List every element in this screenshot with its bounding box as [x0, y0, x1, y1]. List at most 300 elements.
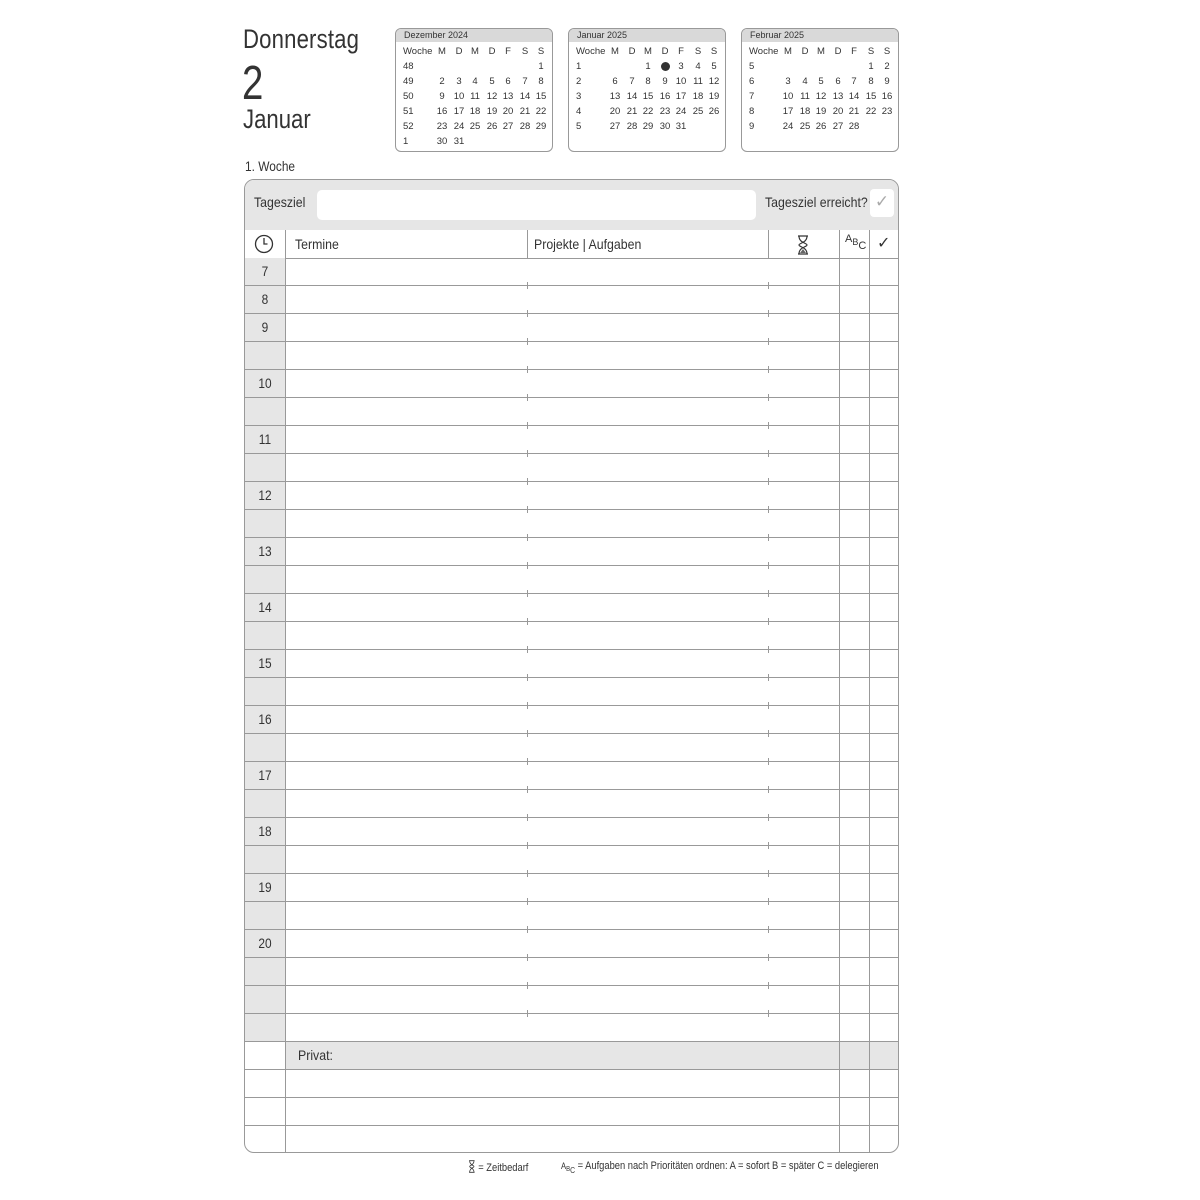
mini-calendar-day: 20: [832, 106, 844, 117]
mini-calendar-col-head: M: [438, 46, 446, 57]
time-row[interactable]: [245, 538, 898, 566]
prio-b: B: [566, 1166, 571, 1173]
column-tick: [768, 450, 769, 457]
mini-calendar-week-row: [396, 59, 552, 74]
mini-calendar-day: 24: [782, 121, 794, 132]
hourglass-legend-icon: [468, 1160, 476, 1173]
goal-input[interactable]: [317, 190, 756, 220]
mini-calendar-day: 13: [609, 91, 621, 102]
time-row[interactable]: [245, 1014, 898, 1042]
mini-calendar-week-num: 51: [403, 106, 414, 117]
mini-calendar-col-head: M: [471, 46, 479, 57]
legend-priority: [561, 1160, 879, 1175]
column-tick: [768, 338, 769, 345]
time-row[interactable]: [245, 734, 898, 762]
month-name: Januar: [243, 104, 311, 134]
column-tick: [768, 618, 769, 625]
hour-label: 13: [258, 543, 272, 559]
mini-calendar-week-row: [742, 104, 898, 119]
clock-icon: [253, 233, 275, 260]
mini-calendar-col-head: S: [883, 46, 891, 57]
mini-calendar-col-head: M: [784, 46, 792, 57]
time-cell: [245, 734, 285, 761]
mini-calendar-week-row: [396, 74, 552, 89]
mini-calendar-col-head: D: [801, 46, 809, 57]
column-tick: [527, 982, 528, 989]
mini-calendar-col-head: Woche: [403, 46, 433, 57]
mini-calendar-week-row: [569, 89, 725, 104]
mini-calendar-week-num: 8: [749, 106, 755, 117]
weekday: Donnerstag: [243, 24, 360, 54]
time-row[interactable]: [245, 258, 898, 286]
mini-calendar-week-row: [742, 89, 898, 104]
time-row[interactable]: [245, 958, 898, 986]
mini-calendar-day: 2: [884, 61, 890, 72]
column-tick: [527, 366, 528, 373]
hour-label: 15: [258, 655, 272, 671]
divider-time: [285, 230, 286, 1152]
column-tick: [768, 870, 769, 877]
mini-calendar-2: [741, 28, 899, 152]
column-tick: [527, 702, 528, 709]
mini-calendar-week-num: 52: [403, 121, 414, 132]
mini-calendar-day: 15: [642, 91, 654, 102]
column-tick: [527, 562, 528, 569]
mini-calendar-day: 2: [439, 76, 445, 87]
mini-calendar-col-head: S: [694, 46, 702, 57]
mini-calendar-week-num: 6: [749, 76, 755, 87]
goal-label: Tagesziel: [254, 194, 306, 210]
mini-calendar-col-head: M: [611, 46, 619, 57]
mini-calendar-week-row: [569, 59, 725, 74]
mini-calendar-week-num: 9: [749, 121, 755, 132]
time-cell: [245, 678, 285, 705]
column-tick: [768, 982, 769, 989]
column-tick: [527, 758, 528, 765]
time-cell: [245, 958, 285, 985]
column-tick: [768, 590, 769, 597]
mini-calendar-day: 14: [626, 91, 638, 102]
time-cell: [245, 454, 285, 481]
column-tick: [768, 534, 769, 541]
mini-calendar-day: 22: [642, 106, 654, 117]
mini-calendar-week-num: 5: [749, 61, 755, 72]
column-tick: [768, 758, 769, 765]
mini-calendar-day: 3: [678, 61, 684, 72]
column-tick: [527, 590, 528, 597]
mini-calendar-col-head: M: [644, 46, 652, 57]
column-tick: [768, 926, 769, 933]
legend-time-text: = Zeitbedarf: [478, 1162, 529, 1174]
column-tick: [768, 898, 769, 905]
column-tick: [768, 422, 769, 429]
column-tick: [527, 898, 528, 905]
column-tick: [527, 338, 528, 345]
privat-row[interactable]: [245, 1098, 898, 1126]
mini-calendar-day: 11: [800, 91, 810, 102]
time-row[interactable]: [245, 482, 898, 510]
column-tick: [768, 646, 769, 653]
mini-calendar-day: 27: [502, 121, 514, 132]
time-row[interactable]: [245, 342, 898, 370]
column-tick: [527, 870, 528, 877]
mini-calendar-day: 7: [851, 76, 857, 87]
mini-calendar-day: 28: [626, 121, 638, 132]
time-row[interactable]: [245, 286, 898, 314]
mini-calendar-0: [395, 28, 553, 152]
column-tick: [768, 366, 769, 373]
mini-calendar-day: 30: [436, 136, 448, 147]
goal-reached-checkbox[interactable]: ✓: [870, 189, 894, 217]
hour-label: 19: [258, 879, 272, 895]
time-row[interactable]: [245, 314, 898, 342]
priority-icon: $A_BC$: [845, 233, 867, 252]
column-tick: [768, 786, 769, 793]
mini-calendar-title: Dezember 2024: [396, 29, 552, 42]
divider-termine: [527, 230, 528, 258]
mini-calendar-day: 9: [662, 76, 668, 87]
mini-calendar-day: 22: [865, 106, 877, 117]
mini-calendar-day: 21: [519, 106, 531, 117]
mini-calendar-day: 23: [436, 121, 448, 132]
mini-calendar-title: Februar 2025: [742, 29, 898, 42]
column-tick: [527, 814, 528, 821]
prio-a: A: [561, 1161, 567, 1171]
time-cell: [245, 902, 285, 929]
mini-calendar-day: 5: [711, 61, 717, 72]
mini-calendar-day: 27: [832, 121, 844, 132]
legend-time: [468, 1160, 528, 1174]
hour-label: 17: [258, 767, 272, 783]
privat-time-cell: [245, 1042, 285, 1069]
time-cell: [245, 510, 285, 537]
mini-calendar-day: 3: [785, 76, 791, 87]
mini-calendar-week-row: [569, 119, 725, 134]
mini-calendar-week-num: 50: [403, 91, 414, 102]
mini-calendar-week-num: 2: [576, 76, 582, 87]
mini-calendar-day: 14: [519, 91, 531, 102]
mini-calendar-day: 16: [436, 106, 448, 117]
mini-calendar-day: 12: [815, 91, 827, 102]
column-tick: [527, 646, 528, 653]
day-number: 2: [242, 57, 264, 110]
hour-label: 12: [258, 487, 272, 503]
time-row[interactable]: [245, 930, 898, 958]
mini-calendar-day: 17: [782, 106, 794, 117]
mini-calendar-week-row: [569, 104, 725, 119]
column-tick: [768, 394, 769, 401]
mini-calendar-day: 12: [486, 91, 498, 102]
time-row[interactable]: [245, 846, 898, 874]
mini-calendar-day: 18: [692, 91, 704, 102]
mini-calendar-day: 16: [881, 91, 893, 102]
hourglass-icon: [796, 235, 810, 260]
time-cell: [245, 342, 285, 369]
column-tick: [768, 310, 769, 317]
mini-calendar-day: 4: [472, 76, 478, 87]
time-row[interactable]: [245, 510, 898, 538]
mini-calendar-day: 8: [538, 76, 544, 87]
hour-label: 20: [258, 935, 272, 951]
privat-header: [245, 1042, 898, 1070]
mini-calendar-header-row: [742, 44, 898, 59]
mini-calendar-day: 11: [470, 91, 480, 102]
mini-calendar-week-row: [396, 89, 552, 104]
goal-bar: [245, 180, 898, 230]
column-tick: [527, 450, 528, 457]
mini-calendar-day: 19: [708, 91, 720, 102]
mini-calendar-day: 17: [675, 91, 687, 102]
mini-calendar-week-row: [742, 74, 898, 89]
mini-calendar-week-row: [742, 59, 898, 74]
mini-calendar-day: 12: [708, 76, 720, 87]
mini-calendar-week-row: [396, 119, 552, 134]
column-tick: [768, 562, 769, 569]
time-row[interactable]: [245, 986, 898, 1014]
mini-calendar-col-head: S: [867, 46, 875, 57]
mini-calendar-day: 26: [486, 121, 498, 132]
mini-calendar-week-num: 1: [403, 136, 409, 147]
column-tick: [768, 506, 769, 513]
mini-calendar-day: 21: [848, 106, 860, 117]
mini-calendar-week-num: 48: [403, 61, 414, 72]
mini-calendar-col-head: Woche: [576, 46, 606, 57]
mini-calendar-day: 4: [802, 76, 808, 87]
day-planner: [244, 179, 899, 1153]
column-tick: [768, 702, 769, 709]
column-tick: [527, 674, 528, 681]
column-tick: [527, 422, 528, 429]
column-tick: [527, 730, 528, 737]
mini-calendar-day: 7: [629, 76, 635, 87]
privat-row[interactable]: [245, 1070, 898, 1098]
time-row[interactable]: [245, 650, 898, 678]
mini-calendar-day: 17: [453, 106, 465, 117]
column-tick: [527, 954, 528, 961]
privat-row[interactable]: [245, 1126, 898, 1153]
mini-calendar-day: 27: [609, 121, 621, 132]
mini-calendar-title: Januar 2025: [569, 29, 725, 42]
mini-calendar-col-head: F: [505, 46, 511, 57]
time-cell: [245, 846, 285, 873]
column-tick: [527, 842, 528, 849]
mini-calendar-day: 29: [535, 121, 547, 132]
column-tick: [527, 310, 528, 317]
mini-calendar-1: [568, 28, 726, 152]
hour-label: 11: [258, 431, 272, 447]
done-icon: ✓: [877, 235, 891, 252]
mini-calendar-day: 1: [868, 61, 874, 72]
time-row[interactable]: [245, 790, 898, 818]
time-cell: [245, 986, 285, 1013]
time-row[interactable]: [245, 762, 898, 790]
time-row[interactable]: [245, 706, 898, 734]
mini-calendar-day: 22: [535, 106, 547, 117]
column-tick: [527, 282, 528, 289]
mini-calendar-day: 7: [522, 76, 528, 87]
column-tick: [768, 842, 769, 849]
time-row[interactable]: [245, 594, 898, 622]
mini-calendar-day: 9: [439, 91, 445, 102]
mini-calendar-day: 19: [815, 106, 827, 117]
mini-calendar-day: 15: [865, 91, 877, 102]
time-cell: [245, 398, 285, 425]
time-row[interactable]: [245, 678, 898, 706]
mini-calendar-day: 1: [538, 61, 544, 72]
today-marker: [657, 59, 673, 74]
mini-calendar-day: 15: [535, 91, 547, 102]
mini-calendar-day: 25: [469, 121, 481, 132]
privat-label: Privat:: [298, 1047, 333, 1063]
mini-calendar-col-head: S: [710, 46, 718, 57]
divider-projekte: [768, 230, 769, 258]
column-tick: [527, 618, 528, 625]
column-tick: [768, 730, 769, 737]
mini-calendar-day: 30: [659, 121, 671, 132]
mini-calendar-day: 5: [818, 76, 824, 87]
mini-calendar-day: 16: [659, 91, 671, 102]
time-cell: [245, 566, 285, 593]
mini-calendar-week-row: [569, 74, 725, 89]
today-dot-icon: [661, 62, 670, 71]
prio-c: C: [570, 1166, 575, 1175]
mini-calendar-col-head: D: [488, 46, 496, 57]
column-tick: [768, 954, 769, 961]
mini-calendar-day: 6: [835, 76, 841, 87]
mini-calendar-col-head: D: [628, 46, 636, 57]
mini-calendar-day: 5: [489, 76, 495, 87]
time-row[interactable]: [245, 622, 898, 650]
column-tick: [768, 674, 769, 681]
mini-calendar-day: 10: [453, 91, 465, 102]
mini-calendar-day: 4: [695, 61, 701, 72]
mini-calendar-day: 14: [848, 91, 860, 102]
mini-calendar-day: 31: [453, 136, 465, 147]
mini-calendar-col-head: D: [455, 46, 463, 57]
mini-calendar-col-head: F: [851, 46, 857, 57]
mini-calendar-day: 3: [456, 76, 462, 87]
mini-calendar-week-num: 7: [749, 91, 755, 102]
hour-label: 9: [261, 319, 269, 335]
mini-calendar-week-num: 3: [576, 91, 582, 102]
mini-calendar-day: 20: [609, 106, 621, 117]
mini-calendar-day: 20: [502, 106, 514, 117]
column-tick: [527, 506, 528, 513]
time-cell: [245, 1014, 285, 1041]
mini-calendar-day: 9: [884, 76, 890, 87]
hour-label: 14: [258, 599, 272, 615]
mini-calendar-day: 31: [675, 121, 687, 132]
column-tick: [527, 1010, 528, 1017]
time-row[interactable]: [245, 902, 898, 930]
mini-calendar-day: 25: [799, 121, 811, 132]
mini-calendar-header-row: [396, 44, 552, 59]
column-tick: [768, 814, 769, 821]
mini-calendar-day: 28: [848, 121, 860, 132]
mini-calendar-col-head: D: [661, 46, 669, 57]
mini-calendar-header-row: [569, 44, 725, 59]
mini-calendar-day: 10: [782, 91, 794, 102]
mini-calendar-col-head: S: [537, 46, 545, 57]
column-tick: [527, 786, 528, 793]
time-cell: [245, 790, 285, 817]
time-row[interactable]: [245, 874, 898, 902]
mini-calendar-week-row: [742, 119, 898, 134]
column-tick: [527, 478, 528, 485]
mini-calendar-week-row: [396, 134, 552, 149]
week-label: 1. Woche: [245, 158, 296, 174]
column-tick: [768, 1010, 769, 1017]
mini-calendar-day: 21: [626, 106, 638, 117]
mini-calendar-day: 8: [868, 76, 874, 87]
time-row[interactable]: [245, 566, 898, 594]
mini-calendar-week-num: 4: [576, 106, 582, 117]
mini-calendar-day: 6: [612, 76, 618, 87]
legend-priority-text: = Aufgaben nach Prioritäten ordnen: A = sofort B = später C = delegieren: [577, 1160, 879, 1172]
mini-calendar-day: 26: [815, 121, 827, 132]
time-row[interactable]: [245, 370, 898, 398]
time-row[interactable]: [245, 426, 898, 454]
mini-calendar-week-num: 5: [576, 121, 582, 132]
mini-calendar-week-row: [396, 104, 552, 119]
hour-label: 8: [261, 291, 269, 307]
mini-calendar-day: 23: [881, 106, 893, 117]
hour-label: 18: [258, 823, 272, 839]
time-row[interactable]: [245, 454, 898, 482]
mini-calendar-day: 6: [505, 76, 511, 87]
mini-calendar-col-head: D: [834, 46, 842, 57]
mini-calendar-day: 10: [675, 76, 687, 87]
column-tick: [527, 394, 528, 401]
divider-priority: [869, 230, 870, 1152]
time-cell: [245, 622, 285, 649]
mini-calendar-day: 26: [708, 106, 720, 117]
column-header: [245, 230, 898, 259]
mini-calendar-col-head: F: [678, 46, 684, 57]
mini-calendar-day: 24: [675, 106, 687, 117]
hour-label: 10: [258, 375, 272, 391]
mini-calendar-day: 1: [645, 61, 651, 72]
goal-reached-label: Tagesziel erreicht?: [765, 194, 868, 210]
mini-calendar-week-num: 1: [576, 61, 582, 72]
mini-calendar-day: 19: [486, 106, 498, 117]
mini-calendar-day: 23: [659, 106, 671, 117]
mini-calendar-day: 13: [502, 91, 514, 102]
mini-calendar-day: 29: [642, 121, 654, 132]
mini-calendar-day: 24: [453, 121, 465, 132]
column-tick: [768, 282, 769, 289]
time-row[interactable]: [245, 398, 898, 426]
mini-calendar-day: 18: [469, 106, 481, 117]
mini-calendar-day: 28: [519, 121, 531, 132]
mini-calendar-col-head: Woche: [749, 46, 779, 57]
mini-calendar-day: 8: [645, 76, 651, 87]
mini-calendar-day: 25: [692, 106, 704, 117]
time-row[interactable]: [245, 818, 898, 846]
col-projekte: Projekte | Aufgaben: [534, 236, 642, 252]
mini-calendar-day: 11: [693, 76, 703, 87]
mini-calendar-col-head: S: [521, 46, 529, 57]
col-termine: Termine: [295, 236, 339, 252]
mini-calendar-day: 18: [799, 106, 811, 117]
column-tick: [527, 534, 528, 541]
mini-calendar-week-num: 49: [403, 76, 414, 87]
hour-label: 16: [258, 711, 272, 727]
hour-label: 7: [261, 263, 269, 279]
column-tick: [527, 926, 528, 933]
mini-calendar-col-head: M: [817, 46, 825, 57]
column-tick: [768, 478, 769, 485]
